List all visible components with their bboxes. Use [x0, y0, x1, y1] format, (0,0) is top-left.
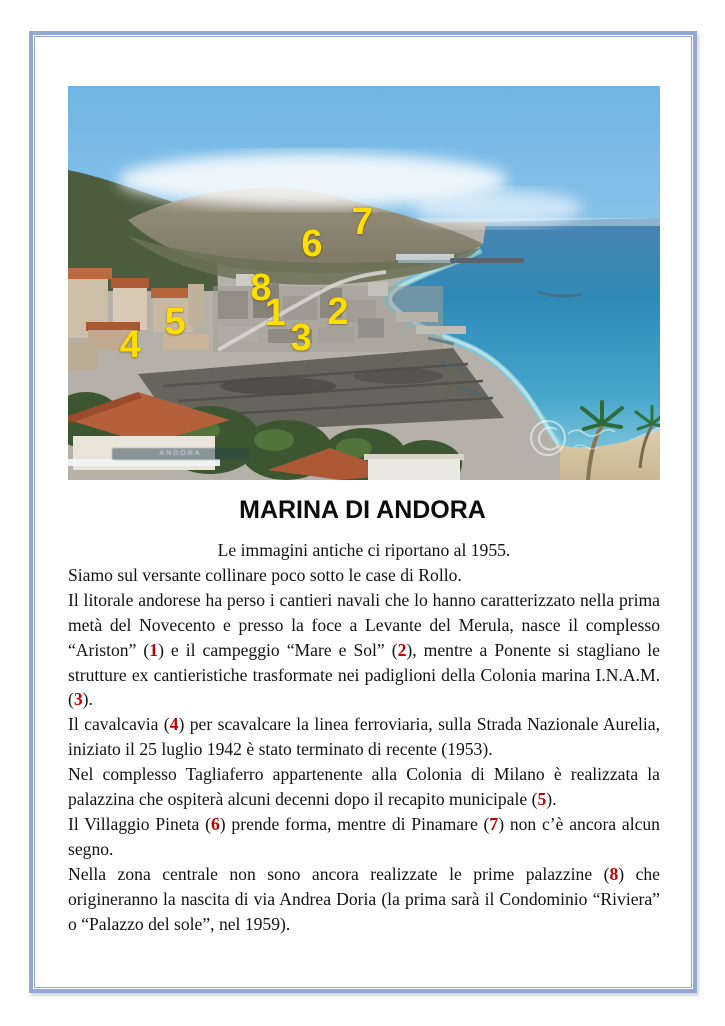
- red-reference-number: 7: [489, 813, 499, 834]
- body-paragraphs: [68, 563, 660, 937]
- intro-line: Le immagini antiche ci riportano al 1955.: [217, 540, 511, 560]
- paragraph: Nel complesso Tagliaferro appartenente alla Colonia di Milano è realizzata la palazzina che ospiterà alcuni decenni dopo il recapito municipale (5).: [68, 764, 660, 810]
- photo-marker-1: 1: [264, 291, 286, 334]
- photo-marker-5: 5: [164, 301, 186, 343]
- photo-marker-4: 4: [119, 323, 141, 366]
- photo-marker-6: 6: [301, 222, 323, 265]
- page-title: MARINA DI ANDORA: [239, 496, 486, 524]
- red-reference-number: 3: [73, 689, 83, 710]
- paragraph: Il Villaggio Pineta (6) prende forma, mentre di Pinamare (7) non c’è ancora alcun segno.: [68, 813, 660, 859]
- paragraph: Nella zona centrale non sono ancora realizzate le prime palazzine (8) che origineranno la nascita di via Andrea Doria (la prima sarà il Condominio “Riviera” o “Palazzo del sole”, nel 1959).: [68, 863, 660, 934]
- paragraph: Il litorale andorese ha perso i cantieri navali che lo hanno caratterizzato nella prima metà del Novecento e presso la foce a Levante del Merula, nasce il complesso “Ariston” (1) e il campeggio “Mare e Sol” (2), mentre a Ponente si stagliano le strutture ex cantieristiche trasformate nei padiglioni della Colonia marina I.N.A.M. (3).: [68, 589, 660, 710]
- paragraph: Il cavalcavia (4) per scavalcare la linea ferroviaria, sulla Strada Nazionale Aurelia, iniziato il 25 luglio 1942 è stato terminato di recente (1953).: [68, 714, 660, 760]
- red-reference-number: 4: [169, 714, 179, 735]
- hotel-sign: ANDORA: [112, 448, 248, 460]
- photo-marker-7: 7: [351, 200, 373, 243]
- red-reference-number: 8: [609, 863, 619, 884]
- red-reference-number: 6: [210, 813, 220, 834]
- photo-marker-3: 3: [290, 317, 312, 360]
- photo-marker-8: 8: [250, 267, 272, 310]
- red-reference-number: 5: [537, 789, 547, 810]
- body-text: [68, 538, 660, 937]
- photo-marker-2: 2: [327, 291, 349, 334]
- panorama-photo: [68, 86, 660, 480]
- paragraph: Siamo sul versante collinare poco sotto le case di Rollo.: [68, 564, 462, 585]
- red-reference-number: 2: [397, 639, 407, 660]
- photo-scenery: [68, 86, 660, 480]
- red-reference-number: 1: [149, 639, 159, 660]
